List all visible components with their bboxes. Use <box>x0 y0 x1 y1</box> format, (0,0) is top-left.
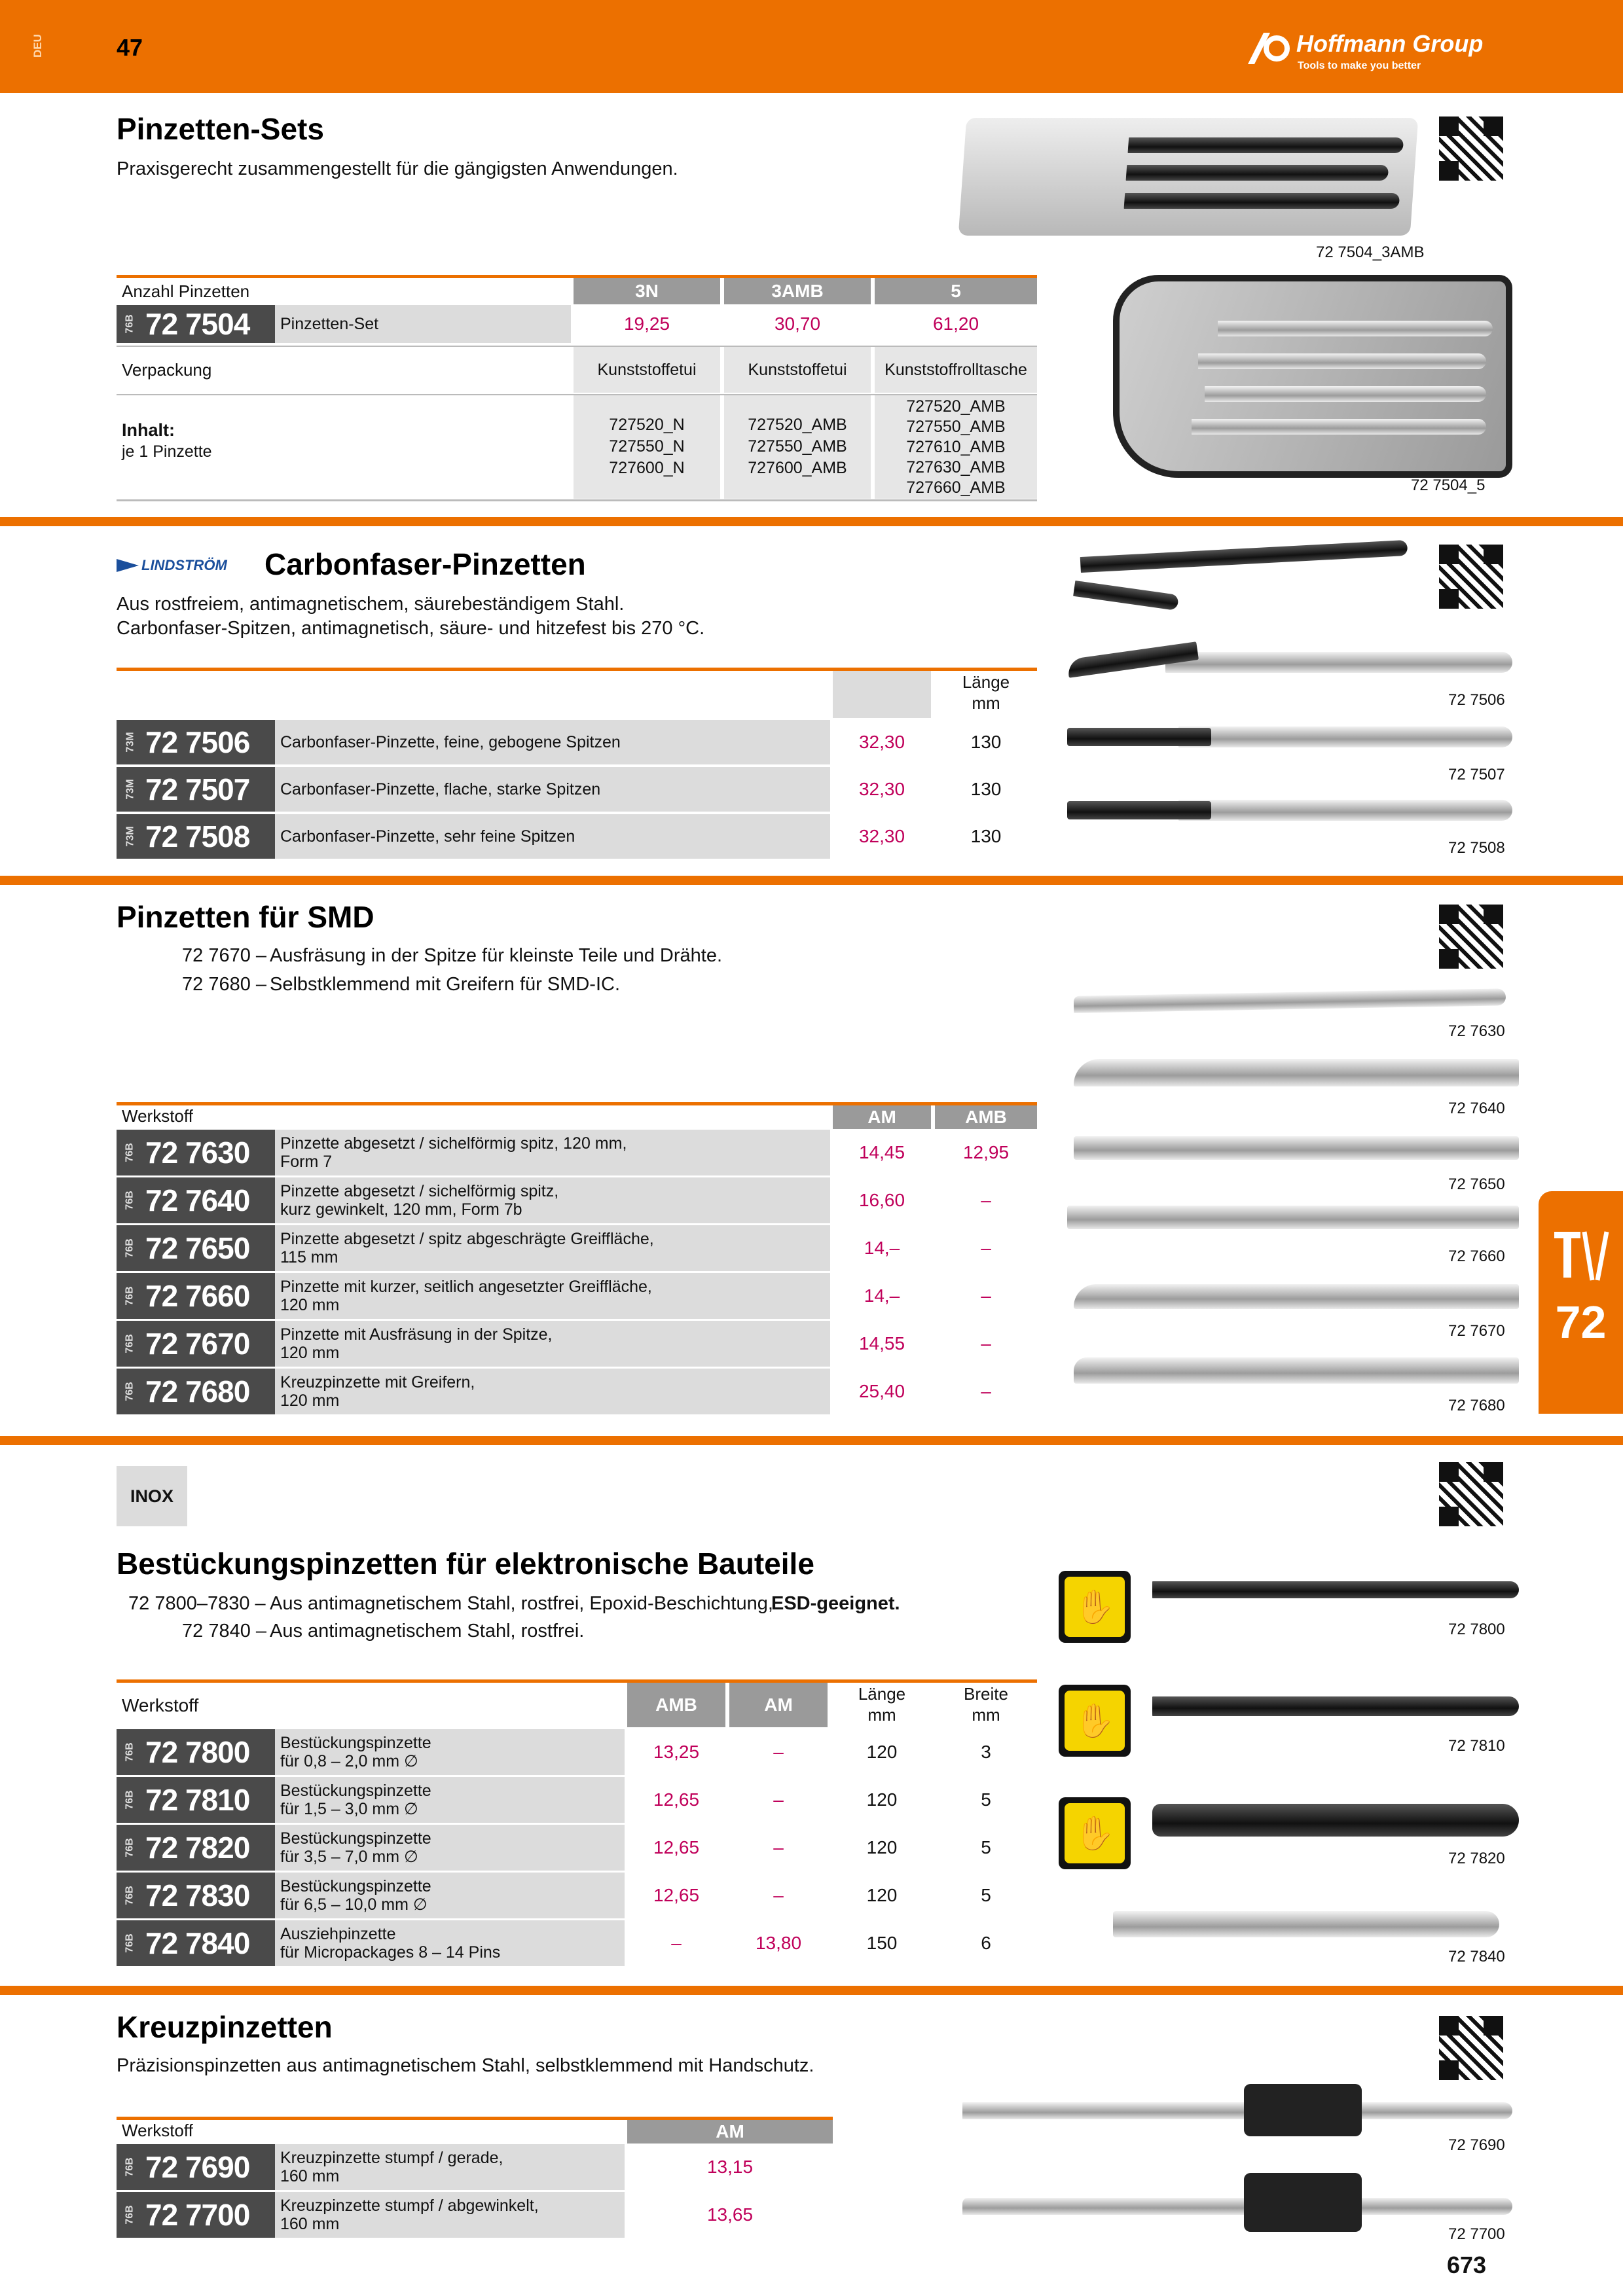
section-title: Bestückungspinzetten für elektronische Bauteile <box>117 1547 814 1581</box>
product-name <box>275 1321 830 1367</box>
product-name <box>275 1369 830 1414</box>
table-row[interactable] <box>117 767 1037 812</box>
variant-code: 73M <box>124 732 136 753</box>
section-description: Aus rostfreiem, antimagnetischem, säurebeständigem Stahl. <box>117 594 625 615</box>
table-row[interactable] <box>117 2192 833 2238</box>
product-name-line: für 0,8 – 2,0 mm ∅ <box>280 1752 418 1770</box>
brand-tagline: Tools to make you better <box>1298 60 1421 71</box>
esd-warning-icon: ✋ <box>1059 1797 1131 1869</box>
price: 12,95 <box>935 1130 1037 1175</box>
product-name <box>275 1273 830 1319</box>
product-name <box>275 1177 830 1223</box>
esd-warning-icon: ✋ <box>1059 1685 1131 1757</box>
product-name <box>275 2192 625 2238</box>
qr-code[interactable] <box>1435 901 1507 973</box>
product-image-727820 <box>1152 1804 1519 1837</box>
product-name-line: kurz gewinkelt, 120 mm, Form 7b <box>280 1200 522 1219</box>
product-name-line: für 6,5 – 10,0 mm ∅ <box>280 1895 428 1914</box>
content-item: 727520_AMB <box>906 397 1006 416</box>
price: 30,70 <box>724 305 871 343</box>
product-name-line: 160 mm <box>280 2167 340 2185</box>
content-sub: je 1 Pinzette <box>122 442 212 461</box>
price: – <box>627 1920 725 1966</box>
section-description: Praxisgerecht zusammengestellt für die gängigsten Anwendungen. <box>117 158 678 179</box>
variant-code: 76B <box>124 2205 136 2225</box>
table-row[interactable] <box>117 1920 1037 1966</box>
table-row[interactable] <box>117 1225 1037 1271</box>
content-item: 727600_AMB <box>748 459 847 477</box>
price: – <box>935 1321 1037 1367</box>
product-name-line: Form 7 <box>280 1153 333 1171</box>
article-number[interactable]: 72 7820 <box>145 1831 250 1865</box>
article-number[interactable]: 72 7690 <box>145 2150 250 2184</box>
table-row[interactable] <box>117 1369 1037 1414</box>
image-caption: 72 7504_5 <box>1411 476 1486 494</box>
product-name-line: Bestückungspinzette <box>280 1782 431 1800</box>
content-list <box>875 395 1037 499</box>
price: – <box>935 1225 1037 1271</box>
product-name-line: Bestückungspinzette <box>280 1734 431 1752</box>
variant-code: 76B <box>124 1238 136 1258</box>
content-item: 727520_AMB <box>748 416 847 434</box>
price: 12,65 <box>627 1873 725 1918</box>
brand-name: Hoffmann Group <box>1296 30 1484 57</box>
packaging: Kunststoffrolltasche <box>875 347 1037 393</box>
length: 120 <box>833 1729 931 1775</box>
product-image-727670 <box>1074 1284 1519 1309</box>
image-caption: 72 7506 <box>1448 691 1505 709</box>
product-name-line: Pinzette mit Ausfräsung in der Spitze, <box>280 1325 553 1344</box>
product-name-line: Bestückungspinzette <box>280 1877 431 1895</box>
width: 3 <box>935 1729 1037 1775</box>
content-list <box>724 395 871 499</box>
price: 14,– <box>833 1273 931 1319</box>
qr-code[interactable] <box>1435 113 1507 185</box>
column-label: Anzahl Pinzetten <box>122 281 250 301</box>
article-number[interactable]: 72 7640 <box>145 1183 250 1217</box>
article-number[interactable]: 72 7650 <box>145 1231 250 1265</box>
article-number[interactable]: 72 7700 <box>145 2198 250 2232</box>
product-name-line: Ausziehpinzette <box>280 1925 396 1943</box>
article-cell <box>117 2192 275 2238</box>
table-row[interactable] <box>117 1177 1037 1223</box>
width: 6 <box>935 1920 1037 1966</box>
variant-code: 73M <box>124 779 136 800</box>
column-header: 3AMB <box>724 278 871 304</box>
image-caption: 72 7690 <box>1448 2136 1505 2154</box>
product-table <box>117 668 1037 857</box>
price: 25,40 <box>833 1369 931 1414</box>
section-divider <box>0 1436 1623 1445</box>
image-caption: 72 7800 <box>1448 1621 1505 1638</box>
price: – <box>935 1273 1037 1319</box>
image-caption: 72 7680 <box>1448 1397 1505 1414</box>
product-name-line: für 1,5 – 3,0 mm ∅ <box>280 1800 418 1818</box>
lindstrom-icon <box>117 559 139 572</box>
product-table <box>117 1679 1037 1967</box>
section-title: Pinzetten für SMD <box>117 900 374 934</box>
product-name-line: Pinzette abgesetzt / sichelförmig spitz, <box>280 1182 559 1200</box>
table-row[interactable] <box>117 1273 1037 1319</box>
article-number[interactable]: 72 7840 <box>145 1926 250 1960</box>
note-article: 72 7840 – <box>182 1621 267 1641</box>
article-cell <box>117 1825 275 1871</box>
column-header: AM <box>627 2120 833 2144</box>
product-name-line: 120 mm <box>280 1344 340 1362</box>
brand-name: LINDSTRÖM <box>141 557 227 573</box>
content-item: 727550_AMB <box>748 437 847 456</box>
table-row[interactable] <box>117 1729 1037 1775</box>
inox-badge: INOX <box>117 1466 187 1526</box>
image-caption: 72 7507 <box>1448 766 1505 783</box>
price: 14,– <box>833 1225 931 1271</box>
price: 14,55 <box>833 1321 931 1367</box>
article-number[interactable]: 72 7680 <box>145 1374 250 1408</box>
price: 32,30 <box>833 767 931 812</box>
product-image-727640 <box>1074 1059 1519 1086</box>
content-label: Inhalt: <box>122 420 175 440</box>
qr-code[interactable] <box>1435 541 1507 613</box>
note-text: Aus antimagnetischem Stahl, rostfrei. <box>270 1621 585 1641</box>
column-header: AMB <box>935 1105 1037 1129</box>
content-item: 727520_N <box>609 416 685 434</box>
product-name: Carbonfaser-Pinzette, flache, starke Spitzen <box>275 767 830 812</box>
note-text: Selbstklemmend mit Greifern für SMD-IC. <box>270 974 621 995</box>
article-number[interactable]: 72 7830 <box>145 1878 250 1912</box>
price: 13,25 <box>627 1729 725 1775</box>
column-header-length: Länge mm <box>962 672 1010 713</box>
note-article: 72 7680 – <box>182 974 267 995</box>
article-number[interactable]: 72 7670 <box>145 1327 250 1361</box>
length: 130 <box>935 720 1037 764</box>
column-label: Werkstoff <box>122 1695 199 1715</box>
length: 120 <box>833 1777 931 1823</box>
image-caption: 72 7670 <box>1448 1322 1505 1340</box>
price: – <box>935 1369 1037 1414</box>
product-image-727700 <box>962 2173 1512 2238</box>
length: 120 <box>833 1825 931 1871</box>
section-divider <box>0 1986 1623 1995</box>
product-image-727507 <box>1067 717 1512 757</box>
article-cell <box>117 1130 275 1175</box>
column-header: AM <box>729 1683 828 1727</box>
variant-code: 76B <box>124 1886 136 1905</box>
chapter-number: 72 <box>1555 1297 1607 1348</box>
note-article: 72 7800–7830 – <box>128 1593 266 1614</box>
table-row[interactable] <box>117 305 1037 343</box>
product-table <box>117 2117 833 2248</box>
article-number[interactable]: 72 7660 <box>145 1279 250 1313</box>
product-name-line: Kreuzpinzette mit Greifern, <box>280 1373 475 1391</box>
image-caption: 72 7504_3AMB <box>1316 243 1425 261</box>
article-cell <box>117 1369 275 1414</box>
article-number[interactable]: 72 7506 <box>145 725 250 759</box>
qr-code[interactable] <box>1435 2012 1507 2084</box>
article-cell <box>117 1177 275 1223</box>
image-caption: 72 7810 <box>1448 1737 1505 1755</box>
page-number-top: 47 <box>117 34 143 61</box>
variant-code: 76B <box>124 1742 136 1762</box>
article-number[interactable]: 72 7810 <box>145 1783 250 1817</box>
product-name-line: Pinzette abgesetzt / sichelförmig spitz, 120 mm, <box>280 1134 627 1153</box>
image-caption: 72 7820 <box>1448 1850 1505 1867</box>
tweezers-chapter-icon <box>1552 1228 1611 1287</box>
content-list <box>574 395 720 499</box>
table-row[interactable] <box>117 1873 1037 1918</box>
price: – <box>729 1825 828 1871</box>
price: 13,80 <box>729 1920 828 1966</box>
product-name <box>275 1873 625 1918</box>
section-title: Carbonfaser-Pinzetten <box>264 547 586 581</box>
table-row[interactable] <box>117 814 1037 859</box>
image-caption: 72 7650 <box>1448 1175 1505 1193</box>
price: 61,20 <box>875 305 1037 343</box>
variant-code: 76B <box>124 314 136 334</box>
column-header-length: Länge mm <box>858 1684 906 1725</box>
product-name-line: 120 mm <box>280 1296 340 1314</box>
variant-code: 76B <box>124 1334 136 1354</box>
product-name: Pinzetten-Set <box>275 305 571 343</box>
variant-code: 73M <box>124 826 136 847</box>
article-cell <box>117 1873 275 1918</box>
note-esd: ESD-geeignet. <box>771 1593 900 1614</box>
column-header-width: Breite mm <box>964 1684 1008 1725</box>
product-name <box>275 1920 625 1966</box>
article-number[interactable]: 72 7507 <box>145 772 250 806</box>
table-row[interactable] <box>117 1321 1037 1367</box>
table-row[interactable] <box>117 720 1037 764</box>
price: – <box>935 1177 1037 1223</box>
article-cell <box>117 2144 275 2190</box>
product-image-set-3amb <box>958 118 1419 236</box>
qr-code[interactable] <box>1435 1458 1507 1530</box>
variant-code: 76B <box>124 1790 136 1810</box>
image-caption: 72 7660 <box>1448 1247 1505 1265</box>
section-description: Präzisionspinzetten aus antimagnetischem Stahl, selbstklemmend mit Handschutz. <box>117 2055 814 2076</box>
chapter-tab[interactable] <box>1539 1191 1623 1414</box>
table-row[interactable] <box>117 1825 1037 1871</box>
price: 12,65 <box>627 1825 725 1871</box>
price: 32,30 <box>833 720 931 764</box>
variant-code: 76B <box>124 1382 136 1401</box>
product-image-727508 <box>1067 791 1512 830</box>
price: 13,15 <box>627 2144 833 2190</box>
column-header: AMB <box>627 1683 725 1727</box>
product-name-line: für 3,5 – 7,0 mm ∅ <box>280 1848 418 1866</box>
length: 150 <box>833 1920 931 1966</box>
price: – <box>729 1873 828 1918</box>
variant-code: 76B <box>124 1933 136 1953</box>
product-image-set-5 <box>1113 275 1512 478</box>
column-label: Werkstoff <box>122 1106 193 1126</box>
product-name-line: 160 mm <box>280 2215 340 2233</box>
price: 16,60 <box>833 1177 931 1223</box>
price: – <box>729 1777 828 1823</box>
product-name: Carbonfaser-Pinzette, feine, gebogene Spitzen <box>275 720 830 764</box>
width: 5 <box>935 1777 1037 1823</box>
brand-logo[interactable] <box>1244 26 1512 79</box>
product-name-line: Pinzette abgesetzt / spitz abgeschrägte Greiffläche, <box>280 1230 654 1248</box>
product-name-line: 115 mm <box>280 1248 338 1266</box>
price: 32,30 <box>833 814 931 859</box>
article-cell <box>117 1777 275 1823</box>
length: 130 <box>935 814 1037 859</box>
content-item: 727600_N <box>609 459 685 477</box>
packaging-label: Verpackung <box>122 359 212 380</box>
article-number[interactable]: 72 7508 <box>145 819 250 853</box>
product-name-line: Kreuzpinzette stumpf / gerade, <box>280 2149 503 2167</box>
product-image-727660 <box>1067 1206 1519 1229</box>
section-title: Pinzetten-Sets <box>117 112 324 146</box>
column-header: 3N <box>574 278 720 304</box>
column-header: 5 <box>875 278 1037 304</box>
logo-icon <box>1244 29 1294 68</box>
product-image-727505 <box>1067 543 1434 622</box>
image-caption: 72 7700 <box>1448 2225 1505 2243</box>
product-name <box>275 1225 830 1271</box>
product-name-line: Bestückungspinzette <box>280 1829 431 1848</box>
content-item: 727550_AMB <box>906 417 1006 436</box>
product-name <box>275 1825 625 1871</box>
article-cell <box>117 1920 275 1966</box>
product-name <box>275 1729 625 1775</box>
section-divider <box>0 876 1623 885</box>
section-divider <box>0 517 1623 526</box>
variant-code: 76B <box>124 2157 136 2177</box>
product-image-727680 <box>1074 1357 1519 1384</box>
esd-warning-icon: ✋ <box>1059 1571 1131 1643</box>
variant-code: 76B <box>124 1838 136 1857</box>
product-image-727506 <box>1067 639 1512 685</box>
article-number[interactable]: 72 7630 <box>145 1136 250 1170</box>
product-table <box>117 275 1037 501</box>
section-title: Kreuzpinzetten <box>117 2010 333 2044</box>
content-item: 727610_AMB <box>906 437 1006 456</box>
table-row[interactable] <box>117 1130 1037 1175</box>
section-description: Carbonfaser-Spitzen, antimagnetisch, säure- und hitzefest bis 270 °C. <box>117 618 705 639</box>
product-name <box>275 2144 625 2190</box>
product-image-727840 <box>1113 1911 1499 1937</box>
width: 5 <box>935 1873 1037 1918</box>
image-caption: 72 7840 <box>1448 1948 1505 1965</box>
table-row[interactable] <box>117 2144 833 2190</box>
product-name-line: Kreuzpinzette stumpf / abgewinkelt, <box>280 2197 539 2215</box>
price: 19,25 <box>574 305 720 343</box>
article-cell <box>117 1273 275 1319</box>
variant-code: 76B <box>124 1191 136 1210</box>
product-name <box>275 1777 625 1823</box>
price: – <box>729 1729 828 1775</box>
article-cell <box>117 1729 275 1775</box>
article-number[interactable]: 72 7504 <box>145 307 250 341</box>
content-item: 727660_AMB <box>906 478 1006 497</box>
product-name: Carbonfaser-Pinzette, sehr feine Spitzen <box>275 814 830 859</box>
variant-code: 76B <box>124 1286 136 1306</box>
article-cell <box>117 1225 275 1271</box>
column-label: Werkstoff <box>122 2121 193 2140</box>
product-image-727810 <box>1152 1696 1519 1716</box>
image-caption: 72 7508 <box>1448 839 1505 857</box>
length: 130 <box>935 767 1037 812</box>
product-name-line: für Micropackages 8 – 14 Pins <box>280 1943 501 1962</box>
product-image-727800 <box>1152 1581 1519 1598</box>
page-number-bottom: 673 <box>1447 2251 1487 2278</box>
price: 14,45 <box>833 1130 931 1175</box>
product-name-line: Pinzette mit kurzer, seitlich angesetzter Greiffläche, <box>280 1278 652 1296</box>
table-row[interactable] <box>117 1777 1037 1823</box>
variant-code: 76B <box>124 1143 136 1162</box>
note-article: 72 7670 – <box>182 945 267 966</box>
packaging: Kunststoffetui <box>574 347 720 393</box>
image-caption: 72 7630 <box>1448 1022 1505 1040</box>
image-caption: 72 7640 <box>1448 1100 1505 1117</box>
article-cell <box>117 1321 275 1367</box>
brand-lindstrom-logo <box>117 558 247 573</box>
language-code: DEU <box>31 34 44 58</box>
note-text: Ausfräsung in der Spitze für kleinste Teile und Drähte. <box>270 945 723 966</box>
packaging: Kunststoffetui <box>724 347 871 393</box>
product-image-727630 <box>1074 988 1506 1013</box>
price: 13,65 <box>627 2192 833 2238</box>
width: 5 <box>935 1825 1037 1871</box>
content-item: 727630_AMB <box>906 457 1006 476</box>
note-text: Aus antimagnetischem Stahl, rostfrei, Epoxid-Beschichtung, <box>270 1593 773 1614</box>
article-number[interactable]: 72 7800 <box>145 1735 250 1769</box>
length: 120 <box>833 1873 931 1918</box>
product-name-line: 120 mm <box>280 1391 340 1410</box>
price: 12,65 <box>627 1777 725 1823</box>
product-name <box>275 1130 830 1175</box>
product-image-727650 <box>1074 1136 1519 1160</box>
content-item: 727550_N <box>609 437 685 456</box>
product-table <box>117 1102 1037 1420</box>
product-image-727690 <box>962 2084 1512 2143</box>
column-header: AM <box>833 1105 931 1129</box>
